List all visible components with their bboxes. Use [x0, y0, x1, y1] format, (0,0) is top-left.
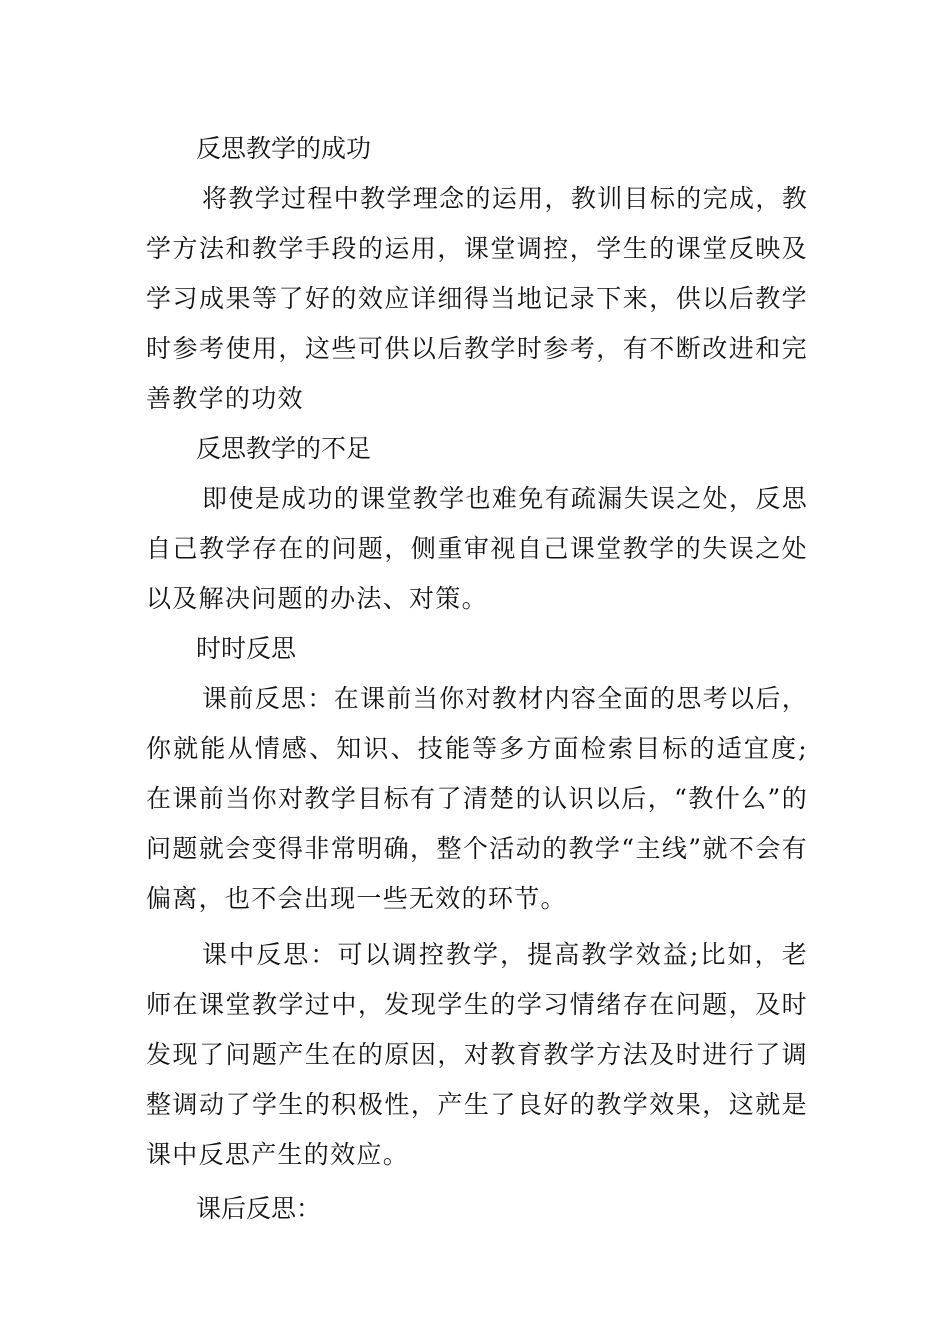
section-heading-constant-reflection: 时时反思 [196, 634, 297, 663]
document-body [146, 124, 808, 1234]
paragraph-success: 将教学过程中教学理念的运用，教训目标的完成，教学方法和教学手段的运用，课堂调控，学生的课堂反映及学习成果等了好的效应详细得当地记录下来，供以后教学时参考使用，这些可供以后教学时参考，有不断改进和完善教学的功效 [146, 184, 808, 413]
section-heading-shortcomings: 反思教学的不足 [196, 434, 372, 463]
paragraph-pre-class-reflection: 课前反思：在课前当你对教材内容全面的思考以后，你就能从情感、知识、技能等多方面检索目标的适宜度;在课前当你对教学目标有了清楚的认识以后，“教什么”的问题就会变得非常明确，整个活动的教学“主线”就不会有偏离，也不会出现一些无效的环节。 [146, 684, 808, 913]
section-heading-post-class-reflection: 课后反思： [196, 1194, 322, 1223]
paragraph-shortcomings: 即使是成功的课堂教学也难免有疏漏失误之处，反思自己教学存在的问题，侧重审视自己课堂教学的失误之处以及解决问题的办法、对策。 [146, 484, 808, 613]
paragraph-in-class-reflection: 课中反思：可以调控教学，提高教学效益;比如，老师在课堂教学过中，发现学生的学习情绪存在问题，及时发现了问题产生在的原因，对教育教学方法及时进行了调整调动了学生的积极性，产生了良好的教学效果，这就是课中反思产生的效应。 [146, 940, 808, 1169]
section-heading-success: 反思教学的成功 [196, 134, 372, 163]
